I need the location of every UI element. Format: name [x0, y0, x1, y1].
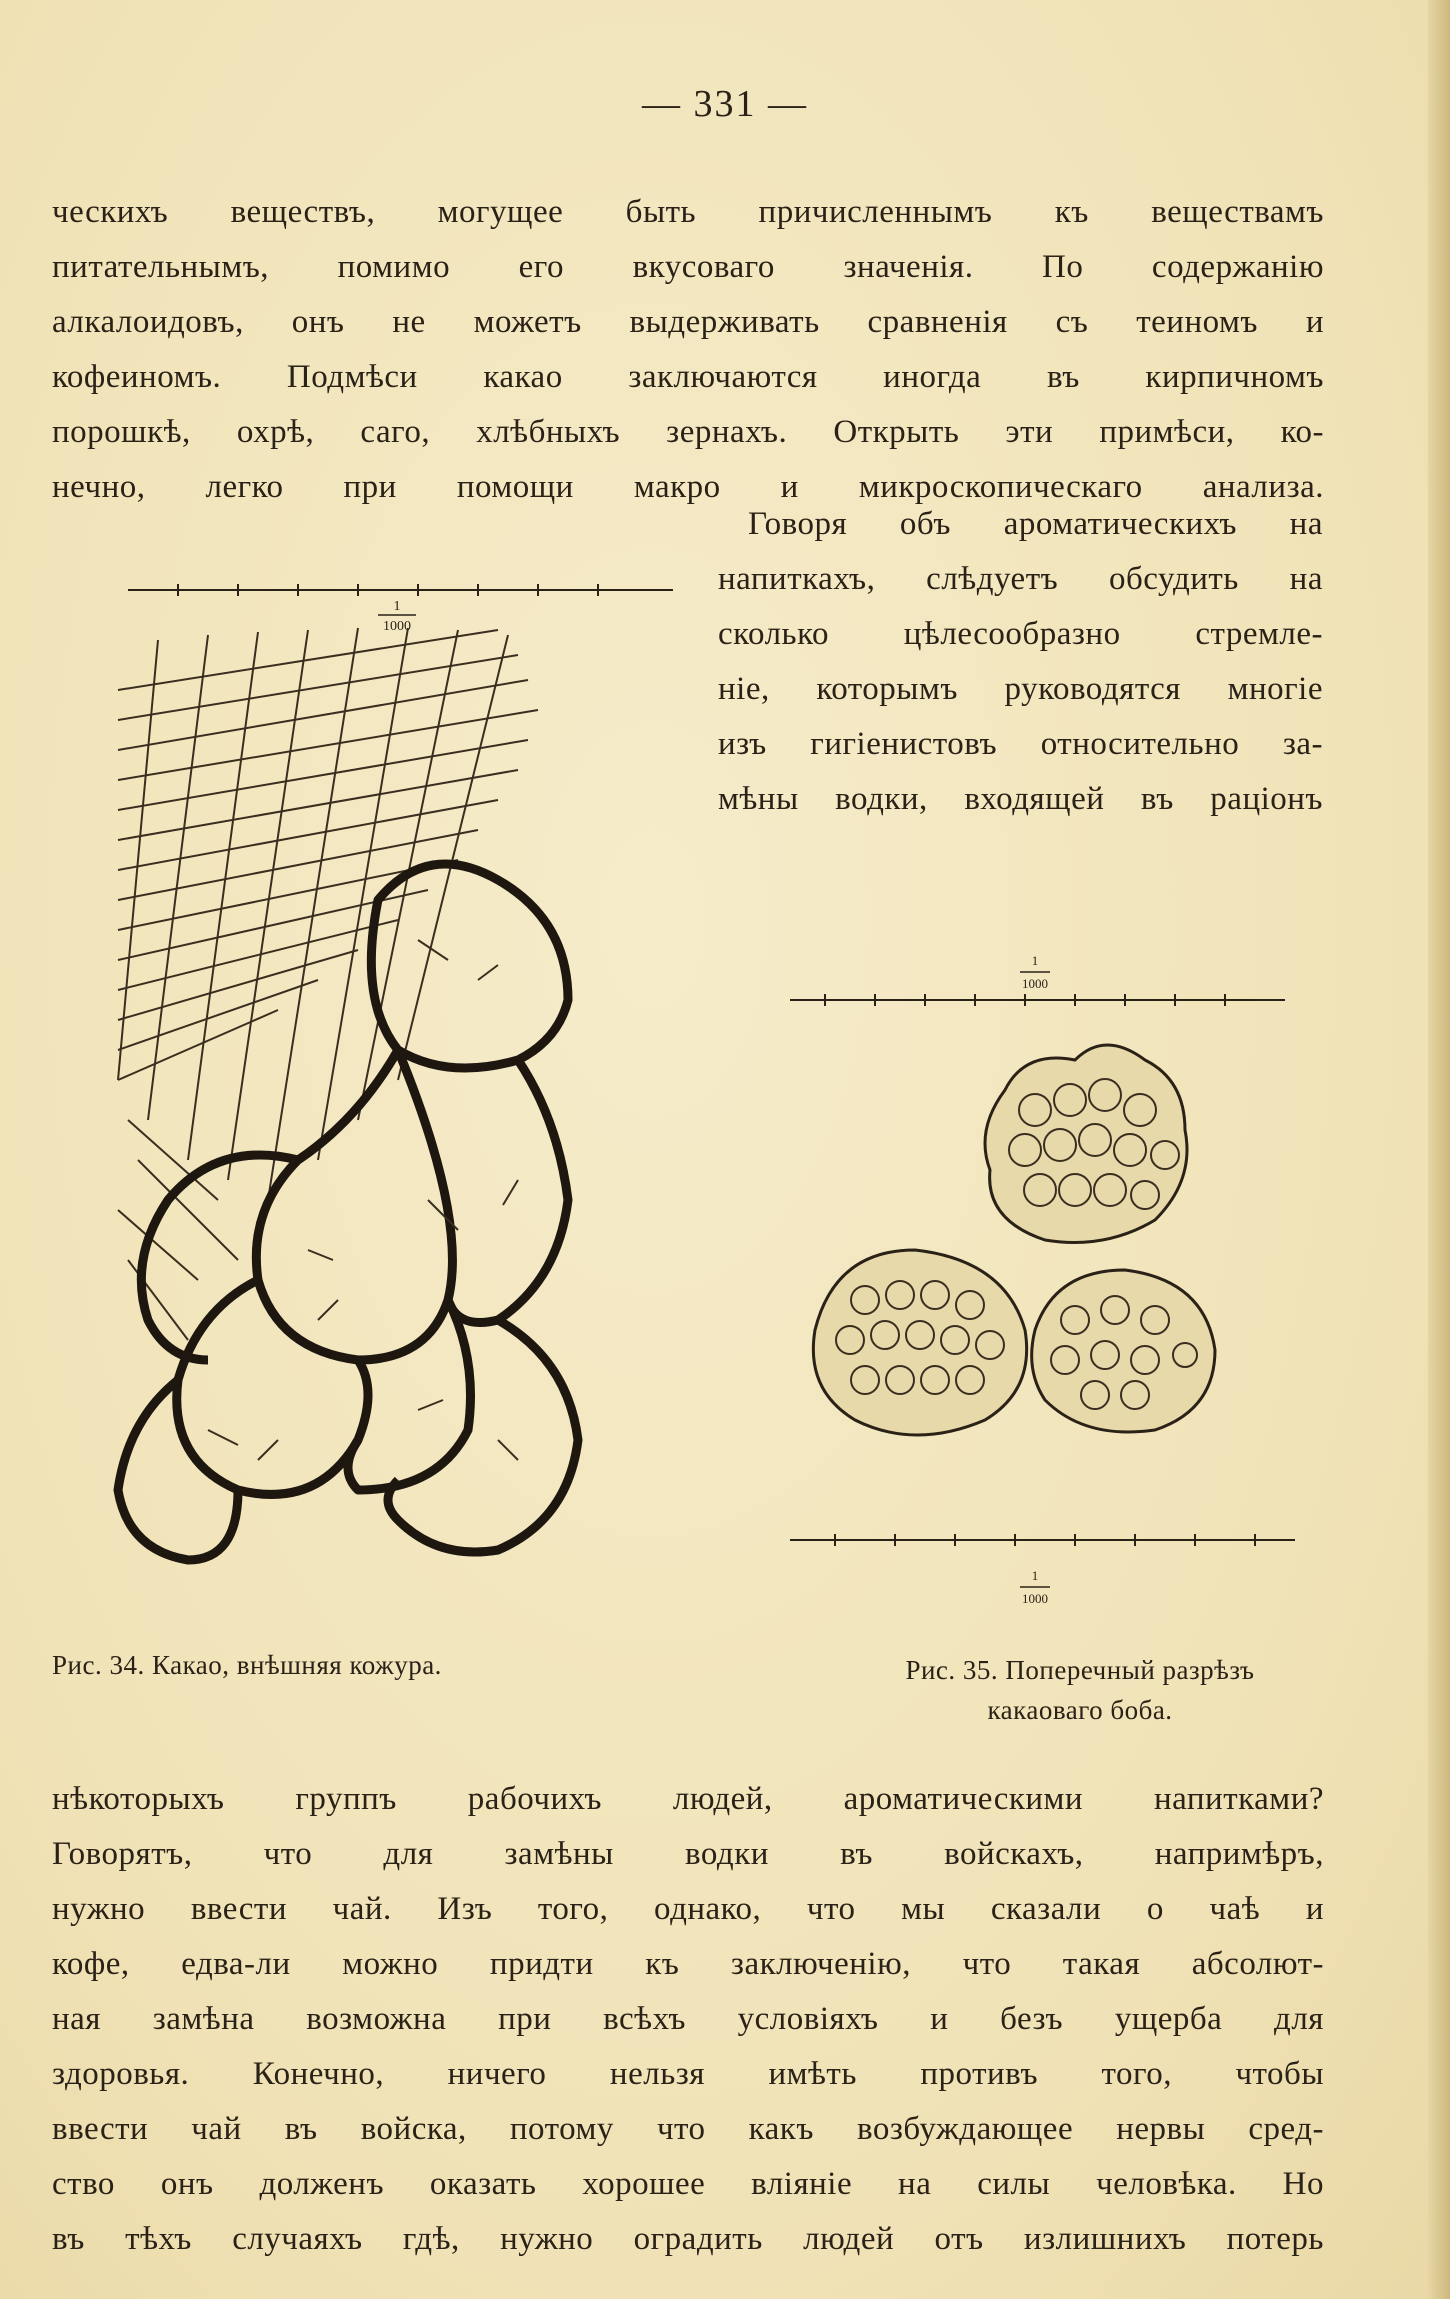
text-line: нечно, легко при помощи макро и микроскопическаго анализа. [52, 469, 1324, 505]
page-edge-shadow [1428, 0, 1450, 2299]
text-line: ческихъ веществъ, могущее быть причисленнымъ къ веществамъ [52, 194, 1324, 230]
text-line: ввести чай въ войска, потому что какъ возбуждающее нервы сред- [52, 2111, 1324, 2147]
scale-denominator-bottom: 1000 [1022, 1591, 1048, 1606]
cocoa-husk-drawing [98, 560, 698, 1590]
figure-34-caption: Рис. 34. Какао, внѣшняя кожура. [52, 1650, 442, 1680]
paragraph-bottom [52, 1772, 1324, 2267]
scale-numerator-bottom: 1 [1031, 1568, 1039, 1583]
text-line: алкалоидовъ, онъ не можетъ выдерживать сравненія съ теиномъ и [52, 304, 1324, 340]
text-line: нужно ввести чай. Изъ того, однако, что мы сказали о чаѣ и [52, 1891, 1324, 1927]
text-line: ство онъ долженъ оказать хорошее вліяніе на силы человѣка. Но [52, 2166, 1324, 2202]
figure-35-caption [820, 1650, 1340, 1730]
figure-34-cocoa-husk [98, 560, 698, 1590]
caption-line: какаоваго боба. [987, 1695, 1173, 1725]
text-line: кофе, едва-ли можно придти къ заключенію, что такая абсолют- [52, 1946, 1324, 1982]
text-line: здоровья. Конечно, ничего нельзя имѣть противъ того, чтобы [52, 2056, 1324, 2092]
text-line: мѣны водки, входящей въ раціонъ [718, 781, 1323, 817]
text-line: нѣкоторыхъ группъ рабочихъ людей, ароматическими напитками? [52, 1781, 1324, 1817]
text-line: въ тѣхъ случаяхъ гдѣ, нужно оградить людей отъ излишнихъ потерь [52, 2221, 1324, 2257]
paragraph-side [718, 497, 1323, 827]
text-line: порошкѣ, охрѣ, саго, хлѣбныхъ зернахъ. Открыть эти примѣси, ко- [52, 414, 1324, 450]
caption-line: Рис. 35. Поперечный разрѣзъ [905, 1655, 1255, 1685]
scale-numerator: 1 [393, 599, 401, 614]
scale-numerator: 1 [1031, 953, 1039, 968]
text-line: изъ гигіенистовъ относительно за- [718, 726, 1323, 762]
paragraph-top [52, 185, 1324, 515]
text-line: кофеиномъ. Подмѣси какао заключаются иногда въ кирпичномъ [52, 359, 1324, 395]
text-line: напиткахъ, слѣдуетъ обсудить на [718, 561, 1323, 597]
text-line: сколько цѣлесообразно стремле- [718, 616, 1323, 652]
scale-denominator: 1000 [1022, 976, 1048, 991]
scale-denominator: 1000 [383, 619, 411, 634]
figure-35-cocoa-bean-section [775, 950, 1335, 1620]
text-line: ная замѣна возможна при всѣхъ условіяхъ и безъ ущерба для [52, 2001, 1324, 2037]
cocoa-bean-drawing [775, 950, 1335, 1620]
text-line: ніе, которымъ руководятся многіе [718, 671, 1323, 707]
text-line: питательнымъ, помимо его вкусоваго значенія. По содержанію [52, 249, 1324, 285]
text-line: Говоря объ ароматическихъ на [748, 506, 1323, 542]
page-number: — 331 — [642, 83, 808, 125]
text-line: Говорятъ, что для замѣны водки въ войскахъ, напримѣръ, [52, 1836, 1324, 1872]
